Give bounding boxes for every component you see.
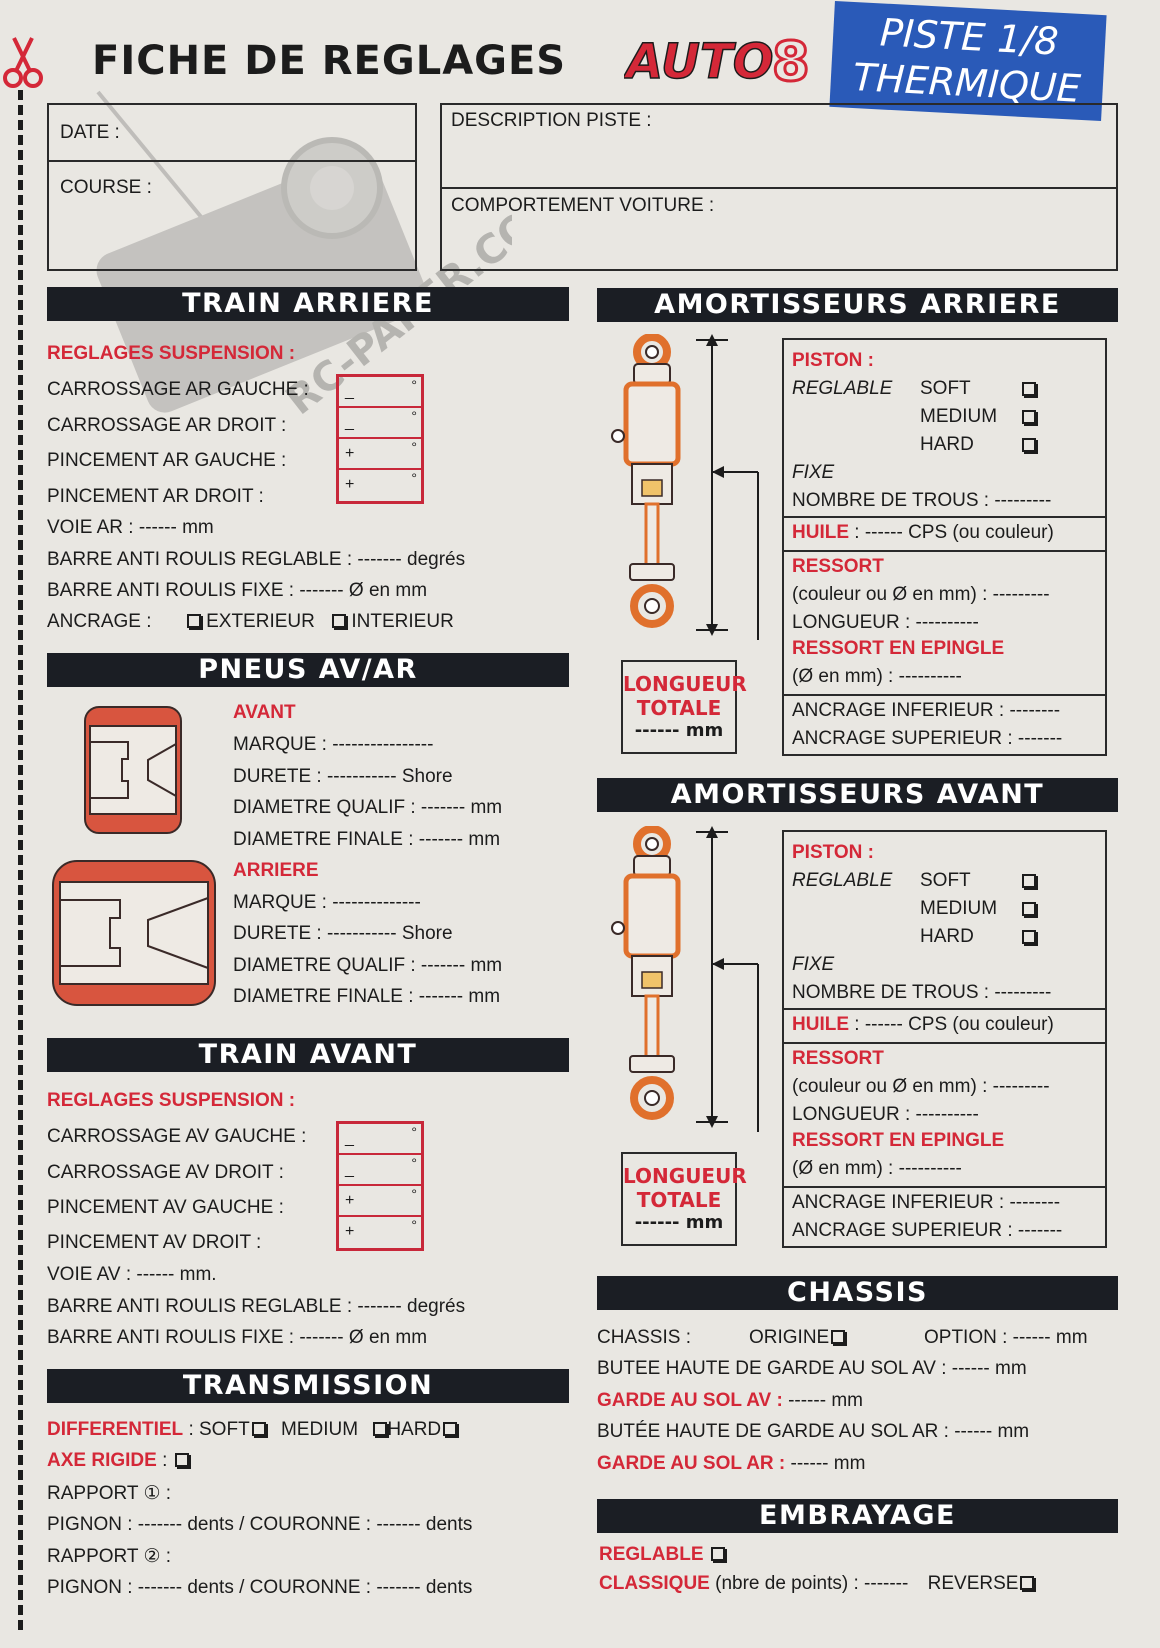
ressort-epingle-label: RESSORT EN EPINGLE	[792, 1130, 1005, 1151]
carrossage-av-gauche-cell[interactable]: _ °	[339, 1124, 421, 1155]
pignon-2-field[interactable]: PIGNON : ------- dents / COURONNE : ------- dents	[47, 1577, 473, 1598]
pneus-arriere-label: ARRIERE	[233, 860, 319, 881]
medium-label: MEDIUM	[920, 898, 998, 919]
reglable-label: REGLABLE	[792, 870, 893, 891]
pincement-ar-droit-cell[interactable]: + °	[345, 470, 417, 493]
origine-label: ORIGINE	[749, 1327, 830, 1348]
pincement-av-gauche-cell[interactable]: + °	[339, 1186, 421, 1217]
fixe-label: FIXE	[792, 954, 835, 975]
cut-line	[18, 90, 23, 1630]
longueur-field[interactable]: LONGUEUR : ----------	[792, 612, 979, 633]
reverse-label: REVERSE	[927, 1573, 1019, 1594]
scissors-icon	[2, 34, 44, 90]
garde-sol-ar-row[interactable]: GARDE AU SOL AR : ------ mm	[597, 1453, 866, 1474]
pneus-arriere-diam-qualif-field[interactable]: DIAMETRE QUALIF : ------- mm	[233, 955, 503, 976]
diff-soft-label: : SOFT	[188, 1419, 250, 1440]
axe-rigide-checkbox[interactable]	[175, 1453, 189, 1467]
pincement-ar-gauche-label: PINCEMENT AR GAUCHE :	[47, 450, 287, 471]
fixe-label: FIXE	[792, 462, 835, 483]
ancrage-row	[47, 611, 454, 633]
carrossage-av-droit-cell[interactable]: _ °	[339, 1155, 421, 1186]
amort-arriere-header: AMORTISSEURS ARRIERE	[597, 288, 1118, 322]
voie-av-field[interactable]: VOIE AV : ------ mm.	[47, 1264, 217, 1285]
pincement-ar-droit-label: PINCEMENT AR DROIT :	[47, 486, 264, 507]
ancrage-label: ANCRAGE :	[47, 611, 152, 632]
chassis-label: CHASSIS :	[597, 1327, 691, 1348]
option-field[interactable]: OPTION : ------ mm	[924, 1327, 1088, 1348]
pneus-arriere-durete-field[interactable]: DURETE : ----------- Shore	[233, 923, 453, 944]
huile-row[interactable]: HUILE : ------ CPS (ou couleur)	[792, 1014, 1054, 1035]
pincement-ar-gauche-cell[interactable]: + °	[339, 439, 421, 470]
description-piste-field[interactable]: DESCRIPTION PISTE :	[451, 110, 652, 131]
course-field[interactable]: COURSE :	[60, 177, 152, 198]
ressort-detail-field[interactable]: (couleur ou Ø en mm) : ---------	[792, 584, 1050, 605]
differentiel-row	[47, 1419, 457, 1441]
reglages-suspension-ar-label: REGLAGES SUSPENSION :	[47, 343, 296, 364]
nombre-trous-field[interactable]: NOMBRE DE TROUS : ---------	[792, 982, 1052, 1003]
medium-checkbox[interactable]	[1022, 902, 1036, 916]
amort-avant-header: AMORTISSEURS AVANT	[597, 778, 1118, 812]
reverse-checkbox[interactable]	[1020, 1576, 1034, 1590]
totale-label: TOTALE	[636, 696, 722, 720]
reglable-label: REGLABLE	[792, 378, 893, 399]
ancrage-superieur-field[interactable]: ANCRAGE SUPERIEUR : -------	[792, 1220, 1063, 1241]
diff-soft-checkbox[interactable]	[252, 1422, 266, 1436]
pneus-avant-marque-field[interactable]: MARQUE : ----------------	[233, 734, 434, 755]
page-title: FICHE DE REGLAGES	[92, 38, 567, 84]
tire-arriere-icon	[50, 858, 218, 1008]
embrayage-reglable-label: REGLABLE	[599, 1544, 704, 1565]
barre-reglable-av-field[interactable]: BARRE ANTI ROULIS REGLABLE : ------- degrés	[47, 1296, 466, 1317]
huile-label: HUILE	[792, 1014, 849, 1035]
garde-sol-av-label: GARDE AU SOL AV :	[597, 1390, 783, 1411]
soft-checkbox[interactable]	[1022, 874, 1036, 888]
amort-arriere-settings-box	[782, 338, 1107, 756]
train-avant-value-grid	[336, 1121, 424, 1251]
axe-rigide-label: AXE RIGIDE	[47, 1450, 157, 1471]
totale-label: TOTALE	[636, 1188, 722, 1212]
train-avant-header: TRAIN AVANT	[47, 1038, 569, 1072]
badge-line-2: THERMIQUE	[851, 55, 1082, 111]
ancrage-inferieur-field[interactable]: ANCRAGE INFERIEUR : --------	[792, 700, 1061, 721]
garde-sol-av-row[interactable]: GARDE AU SOL AV : ------ mm	[597, 1390, 863, 1411]
diff-medium-label: MEDIUM	[280, 1419, 359, 1440]
chassis-header: CHASSIS	[597, 1276, 1118, 1310]
svg-text:AUTO: AUTO	[626, 34, 774, 88]
epingle-detail-field[interactable]: (Ø en mm) : ----------	[792, 1158, 962, 1179]
carrossage-ar-gauche-cell[interactable]: _ °	[339, 377, 421, 408]
soft-label: SOFT	[920, 870, 971, 891]
ancrage-exterieur-label: EXTERIEUR	[206, 611, 315, 632]
embrayage-header: EMBRAYAGE	[597, 1499, 1118, 1533]
pneus-avant-label: AVANT	[233, 702, 296, 723]
axe-rigide-row: AXE RIGIDE :	[47, 1450, 189, 1472]
hard-label: HARD	[920, 434, 974, 455]
pincement-av-droit-cell[interactable]: + °	[345, 1217, 417, 1240]
carrossage-av-gauche-label: CARROSSAGE AV GAUCHE :	[47, 1126, 307, 1147]
piston-label: PISTON :	[792, 350, 874, 371]
embrayage-reglable-checkbox[interactable]	[711, 1547, 725, 1561]
soft-label: SOFT	[920, 378, 971, 399]
medium-label: MEDIUM	[920, 406, 998, 427]
train-arriere-header: TRAIN ARRIERE	[47, 287, 569, 321]
ancrage-superieur-field[interactable]: ANCRAGE SUPERIEUR : -------	[792, 728, 1063, 749]
svg-text:8: 8	[772, 30, 810, 88]
tire-avant-icon	[82, 704, 184, 836]
butee-ar-field[interactable]: BUTÉE HAUTE DE GARDE AU SOL AR : ------ mm	[597, 1421, 1030, 1442]
hard-checkbox[interactable]	[1022, 930, 1036, 944]
shock-absorber-front-icon	[600, 826, 760, 1132]
embrayage-classique-label: CLASSIQUE	[599, 1573, 710, 1594]
ressort-label: RESSORT	[792, 556, 884, 577]
hard-label: HARD	[920, 926, 974, 947]
barre-fixe-av-field[interactable]: BARRE ANTI ROULIS FIXE : ------- Ø en mm	[47, 1327, 428, 1348]
medium-checkbox[interactable]	[1022, 410, 1036, 424]
reglages-suspension-av-label: REGLAGES SUSPENSION :	[47, 1090, 296, 1111]
voie-ar-field[interactable]: VOIE AR : ------ mm	[47, 517, 214, 538]
barre-fixe-ar-field[interactable]: BARRE ANTI ROULIS FIXE : ------- Ø en mm	[47, 580, 428, 601]
butee-av-field[interactable]: BUTEE HAUTE DE GARDE AU SOL AV : ------ mm	[597, 1358, 1027, 1379]
date-field[interactable]: DATE :	[60, 122, 120, 143]
ressort-epingle-label: RESSORT EN EPINGLE	[792, 638, 1005, 659]
rapport-2-label: RAPPORT ② :	[47, 1546, 172, 1567]
longueur-mm-field: ------ mm	[634, 1212, 724, 1233]
carrossage-av-droit-label: CARROSSAGE AV DROIT :	[47, 1162, 284, 1183]
ancrage-interieur-label: INTERIEUR	[351, 611, 454, 632]
pneus-avant-diam-qualif-field[interactable]: DIAMETRE QUALIF : ------- mm	[233, 797, 503, 818]
diff-hard-label: HARD	[387, 1419, 442, 1440]
pneus-avant-durete-field[interactable]: DURETE : ----------- Shore	[233, 766, 453, 787]
classique-points-field[interactable]: (nbre de points) : -------	[715, 1573, 909, 1594]
pincement-av-droit-label: PINCEMENT AV DROIT :	[47, 1232, 262, 1253]
transmission-header: TRANSMISSION	[47, 1369, 569, 1403]
ancrage-interieur-checkbox[interactable]	[332, 614, 346, 628]
ressort-label: RESSORT	[792, 1048, 884, 1069]
pneus-arriere-marque-field[interactable]: MARQUE : --------------	[233, 892, 421, 913]
embrayage-classique-row	[599, 1573, 1034, 1595]
carrossage-ar-droit-label: CARROSSAGE AR DROIT :	[47, 415, 287, 436]
origine-row	[749, 1327, 845, 1349]
train-arriere-value-grid	[336, 374, 424, 504]
ancrage-exterieur-checkbox[interactable]	[187, 614, 201, 628]
pneus-avant-diam-finale-field[interactable]: DIAMETRE FINALE : ------- mm	[233, 829, 501, 850]
huile-row[interactable]: HUILE : ------ CPS (ou couleur)	[792, 522, 1054, 543]
diff-medium-checkbox[interactable]	[373, 1422, 387, 1436]
embrayage-reglable-row	[599, 1544, 725, 1566]
longueur-mm-field: ------ mm	[634, 720, 724, 741]
shock-absorber-rear-icon	[600, 334, 760, 640]
badge-line-1: PISTE 1/8	[878, 10, 1060, 64]
rapport-1-label: RAPPORT ① :	[47, 1483, 172, 1504]
origine-checkbox[interactable]	[831, 1330, 845, 1344]
longueur-field[interactable]: LONGUEUR : ----------	[792, 1104, 979, 1125]
barre-reglable-ar-field[interactable]: BARRE ANTI ROULIS REGLABLE : ------- degrés	[47, 549, 466, 570]
piston-label: PISTON :	[792, 842, 874, 863]
differentiel-label: DIFFERENTIEL	[47, 1419, 184, 1440]
longueur-totale-rear-box[interactable]	[621, 660, 747, 754]
huile-label: HUILE	[792, 522, 849, 543]
amort-avant-settings-box	[782, 830, 1107, 1248]
longueur-totale-front-box[interactable]	[621, 1152, 747, 1246]
garde-sol-ar-label: GARDE AU SOL AR :	[597, 1453, 786, 1474]
diff-hard-checkbox[interactable]	[443, 1422, 457, 1436]
pignon-1-field[interactable]: PIGNON : ------- dents / COURONNE : ------- dents	[47, 1514, 473, 1535]
hard-checkbox[interactable]	[1022, 438, 1036, 452]
epingle-detail-field[interactable]: (Ø en mm) : ----------	[792, 666, 962, 687]
auto8-logo	[624, 30, 824, 88]
pincement-av-gauche-label: PINCEMENT AV GAUCHE :	[47, 1197, 284, 1218]
comportement-voiture-field[interactable]: COMPORTEMENT VOITURE :	[451, 195, 715, 216]
ancrage-inferieur-field[interactable]: ANCRAGE INFERIEUR : --------	[792, 1192, 1061, 1213]
carrossage-ar-gauche-label: CARROSSAGE AR GAUCHE :	[47, 379, 309, 400]
nombre-trous-field[interactable]: NOMBRE DE TROUS : ---------	[792, 490, 1052, 511]
ressort-detail-field[interactable]: (couleur ou Ø en mm) : ---------	[792, 1076, 1050, 1097]
pneus-arriere-diam-finale-field[interactable]: DIAMETRE FINALE : ------- mm	[233, 986, 501, 1007]
soft-checkbox[interactable]	[1022, 382, 1036, 396]
longueur-label: LONGUEUR	[623, 672, 747, 696]
longueur-label: LONGUEUR	[623, 1164, 747, 1188]
carrossage-ar-droit-cell[interactable]: _ °	[339, 408, 421, 439]
pneus-header: PNEUS AV/AR	[47, 653, 569, 687]
